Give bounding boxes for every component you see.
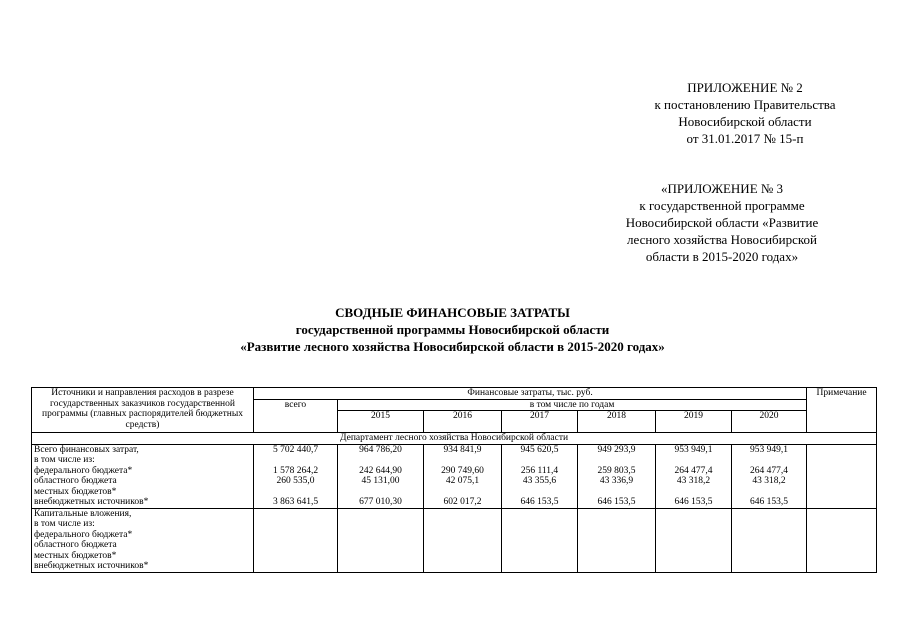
- header-note: Примечание: [807, 388, 877, 433]
- cell-value: 945 620,5: [520, 444, 559, 455]
- cell-value: 242 644,90: [359, 465, 402, 476]
- header-sources: Источники и направления расходов в разрезе государственных заказчиков государственной программы (главных распорядителей бюджетных средств): [32, 388, 254, 433]
- cell-value: 42 075,1: [445, 476, 480, 486]
- cell-value: 934 841,9: [443, 444, 482, 455]
- appendix-3-line: к государственной программе: [639, 198, 805, 213]
- cell-value: [580, 487, 653, 498]
- cell-value: 43 336,9: [599, 476, 634, 486]
- document-title: [0, 304, 905, 355]
- row-label: местных бюджетов*: [34, 486, 117, 497]
- empty-cell: [578, 508, 656, 572]
- row-label: областного бюджета: [34, 476, 117, 486]
- row-label: областного бюджета: [34, 540, 117, 550]
- year-2019-column: [656, 444, 732, 508]
- cell-value: [256, 487, 335, 498]
- cell-value: 1 578 264,2: [272, 465, 319, 476]
- cell-value: 256 111,4: [520, 465, 559, 476]
- cell-value: 677 010,30: [359, 497, 402, 507]
- row-label: федерального бюджета*: [34, 465, 133, 476]
- cell-value: 259 803,5: [597, 465, 636, 476]
- year-2016-column: [424, 444, 502, 508]
- financial-costs-table: [31, 387, 877, 573]
- cell-value: [504, 487, 575, 498]
- capital-block-labels: [32, 508, 254, 572]
- appendix-3-line: области в 2015-2020 годах»: [645, 249, 799, 264]
- row-label: Капитальные вложения,: [34, 508, 132, 519]
- year-header: 2015: [338, 411, 424, 433]
- cell-value: [658, 487, 729, 498]
- cell-value: 646 153,5: [597, 497, 636, 507]
- cell-value: [426, 487, 499, 498]
- cell-value: [734, 455, 804, 466]
- cell-value: 260 535,0: [276, 476, 315, 486]
- cell-value: 43 318,2: [676, 476, 711, 486]
- cell-value: 949 293,9: [597, 444, 636, 455]
- row-label: внебюджетных источников*: [34, 561, 149, 571]
- cell-value: 646 153,5: [750, 497, 789, 507]
- appendix-3-line: лесного хозяйства Новосибирской: [626, 232, 818, 247]
- department-row: [32, 433, 877, 445]
- cell-value: 953 949,1: [750, 444, 789, 455]
- header-row-1: [32, 388, 877, 400]
- empty-cell: [254, 508, 338, 572]
- total-block-row: [32, 444, 877, 508]
- row-label: местных бюджетов*: [34, 550, 117, 561]
- total-column: [254, 444, 338, 508]
- year-header: 2017: [502, 411, 578, 433]
- appendix-3-line: Новосибирской области «Развитие: [625, 215, 819, 230]
- cell-value: 43 355,6: [522, 476, 557, 486]
- cell-value: 3 863 641,5: [272, 497, 319, 507]
- cell-value: [734, 487, 804, 498]
- cell-value: [340, 487, 421, 498]
- cell-value: [580, 455, 653, 466]
- header-costs: Финансовые затраты, тыс. руб.: [254, 388, 807, 400]
- cell-value: [340, 455, 421, 466]
- year-2020-column: [732, 444, 807, 508]
- empty-cell: [732, 508, 807, 572]
- appendix-2-line: ПРИЛОЖЕНИЕ № 2: [687, 80, 803, 95]
- cell-value: 646 153,5: [520, 497, 559, 507]
- year-2018-column: [578, 444, 656, 508]
- empty-cell: [502, 508, 578, 572]
- empty-cell: [338, 508, 424, 572]
- note-cell: [807, 444, 877, 508]
- cell-value: 964 786,20: [359, 444, 402, 455]
- cell-value: [256, 455, 335, 466]
- cell-value: 45 131,00: [361, 476, 400, 486]
- appendix-3-block: [572, 180, 872, 265]
- cell-value: [426, 455, 499, 466]
- capital-block-row: [32, 508, 877, 572]
- cell-value: 290 749,60: [441, 465, 484, 476]
- row-label: внебюджетных источников*: [34, 497, 149, 507]
- year-header: 2020: [732, 411, 807, 433]
- appendix-2-block: [600, 79, 890, 147]
- header-by-years: в том числе по годам: [338, 399, 807, 411]
- empty-cell: [656, 508, 732, 572]
- title-line: СВОДНЫЕ ФИНАНСОВЫЕ ЗАТРАТЫ: [335, 305, 570, 320]
- empty-cell: [807, 508, 877, 572]
- cell-value: [658, 455, 729, 466]
- department-name: Департамент лесного хозяйства Новосибирской области: [32, 433, 877, 445]
- cell-value: 43 318,2: [752, 476, 786, 486]
- year-2017-column: [502, 444, 578, 508]
- appendix-2-line: к постановлению Правительства: [654, 97, 836, 112]
- header-total: всего: [254, 399, 338, 433]
- cell-value: 264 477,4: [750, 465, 789, 476]
- appendix-2-line: Новосибирской области: [678, 114, 812, 129]
- cell-value: 602 017,2: [443, 497, 482, 507]
- title-line: государственной программы Новосибирской области: [295, 322, 610, 337]
- cell-value: 5 702 440,7: [272, 444, 319, 455]
- year-header: 2018: [578, 411, 656, 433]
- title-line: «Развитие лесного хозяйства Новосибирской области в 2015-2020 годах»: [240, 339, 665, 354]
- row-label: в том числе из:: [34, 455, 95, 465]
- cell-value: [504, 455, 575, 466]
- cell-value: 264 477,4: [674, 465, 713, 476]
- empty-cell: [424, 508, 502, 572]
- total-block-labels: [32, 444, 254, 508]
- year-header: 2019: [656, 411, 732, 433]
- year-2015-column: [338, 444, 424, 508]
- row-label: Всего финансовых затрат,: [34, 444, 139, 455]
- year-header: 2016: [424, 411, 502, 433]
- appendix-2-line: от 31.01.2017 № 15-п: [686, 131, 804, 146]
- appendix-3-line: «ПРИЛОЖЕНИЕ № 3: [660, 181, 784, 196]
- cell-value: 953 949,1: [674, 444, 713, 455]
- cell-value: 646 153,5: [674, 497, 713, 507]
- row-label: федерального бюджета*: [34, 529, 133, 540]
- row-label: в том числе из:: [34, 519, 95, 529]
